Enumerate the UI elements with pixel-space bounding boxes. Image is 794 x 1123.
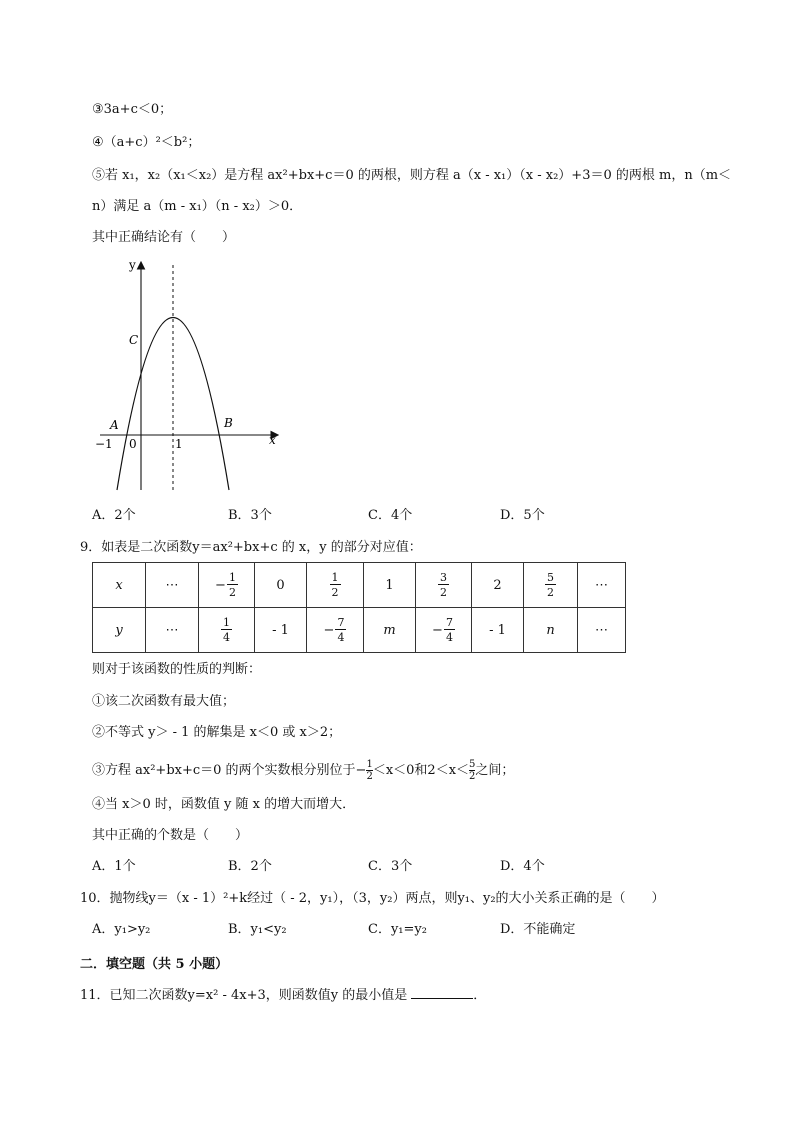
cell-x-6: $\frac{3}{2}$ xyxy=(416,563,472,608)
cell-y-label: y xyxy=(93,608,146,653)
q8-option-c[interactable]: C．4个 xyxy=(368,508,413,523)
cell-x-2: − $\frac{1}{2}$ xyxy=(199,563,255,608)
q11-answer-blank[interactable] xyxy=(411,986,473,999)
q9-stem: 9．如表是二次函数y＝ax²+bx+c 的 x，y 的部分对应值： xyxy=(80,540,422,555)
label-0: 0 xyxy=(129,437,137,451)
cell-y-6: − $\frac{7}{4}$ xyxy=(416,608,472,653)
cell-x-8: $\frac{5}{2}$ xyxy=(524,563,578,608)
cell-y-7: - 1 xyxy=(472,608,524,653)
q9-option-d[interactable]: D．4个 xyxy=(500,859,545,874)
label-a: A xyxy=(110,418,119,432)
cell-x-4: $\frac{1}{2}$ xyxy=(307,563,364,608)
cell-y-8: n xyxy=(524,608,578,653)
q9-options xyxy=(92,857,612,877)
cell-y-4: − $\frac{7}{4}$ xyxy=(307,608,364,653)
table-row-x xyxy=(93,563,626,608)
q8-item-4: ④（a+c）²＜b²； xyxy=(92,135,201,150)
q9-option-a[interactable]: A．1个 xyxy=(92,859,136,874)
q8-option-a[interactable]: A．2个 xyxy=(92,508,136,523)
q10-option-c[interactable]: C．y₁=y₂ xyxy=(368,922,427,937)
q10-stem: 10．抛物线y＝（x - 1）²+k经过（ - 2，y₁），（3，y₂）两点，则y₁、y₂的大小关系正确的是（ ） xyxy=(80,891,665,906)
cell-y-5: m xyxy=(364,608,416,653)
q9-option-b[interactable]: B．2个 xyxy=(228,859,272,874)
q9-item-4: ④当 x＞0 时，函数值 y 随 x 的增大而增大． xyxy=(92,797,356,812)
label-b: B xyxy=(224,416,233,430)
q8-option-d[interactable]: D．5个 xyxy=(500,508,545,523)
q11-stem: 11．已知二次函数y=x² - 4x+3，则函数值y 的最小值是 ． xyxy=(80,988,487,1003)
q8-item-3: ③3a+c＜0； xyxy=(92,102,173,117)
q8-item-5-line1: ⑤若 x₁，x₂（x₁＜x₂）是方程 ax²+bx+c＝0 的两根，则方程 a（x - x₁）（x - x₂）+3＝0 的两根 m，n（m＜ xyxy=(92,168,732,183)
table-row-y xyxy=(93,608,626,653)
label-c: C xyxy=(129,333,139,347)
cell-ellipsis: ⋯ xyxy=(146,563,199,608)
q9-item-3: ③方程 ax²+bx+c＝0 的两个实数根分别位于− $\frac{1}{2}$ ＜x＜0和2＜x＜ $\frac{5}{2}$ 之间； xyxy=(92,758,515,782)
q8-item-5-line2: n）满足 a（m - x₁）（n - x₂）＞0． xyxy=(92,199,303,214)
cell-x-3: 0 xyxy=(255,563,307,608)
cell-ellipsis: ⋯ xyxy=(578,563,626,608)
label-1: 1 xyxy=(175,437,183,451)
q8-prompt: 其中正确结论有（ ） xyxy=(92,230,236,245)
q8-option-b[interactable]: B．3个 xyxy=(228,508,272,523)
q10-option-d[interactable]: D．不能确定 xyxy=(500,922,576,937)
q9-option-c[interactable]: C．3个 xyxy=(368,859,413,874)
cell-ellipsis: ⋯ xyxy=(146,608,199,653)
q10-options xyxy=(92,920,612,940)
cell-y-3: - 1 xyxy=(255,608,307,653)
cell-x-7: 2 xyxy=(472,563,524,608)
cell-y-2: $\frac{1}{4}$ xyxy=(199,608,255,653)
q10-option-a[interactable]: A．y₁>y₂ xyxy=(92,922,151,937)
cell-ellipsis: ⋯ xyxy=(578,608,626,653)
q8-options xyxy=(92,506,612,526)
parabola-graph xyxy=(95,255,290,495)
label-x: x xyxy=(269,433,276,447)
q9-value-table xyxy=(92,562,626,653)
label-neg1: −1 xyxy=(95,437,113,451)
section-heading: 二．填空题（共 5 小题） xyxy=(80,957,229,972)
q10-option-b[interactable]: B．y₁<y₂ xyxy=(228,922,287,937)
q9-prompt: 其中正确的个数是（ ） xyxy=(92,828,249,843)
q9-item-2: ②不等式 y＞ - 1 的解集是 x＜0 或 x＞2； xyxy=(92,725,342,740)
q9-judge-intro: 则对于该函数的性质的判断： xyxy=(92,662,262,677)
label-y: y xyxy=(129,258,136,272)
q9-item-1: ①该二次函数有最大值； xyxy=(92,694,236,709)
cell-x-5: 1 xyxy=(364,563,416,608)
cell-x-label: x xyxy=(93,563,146,608)
